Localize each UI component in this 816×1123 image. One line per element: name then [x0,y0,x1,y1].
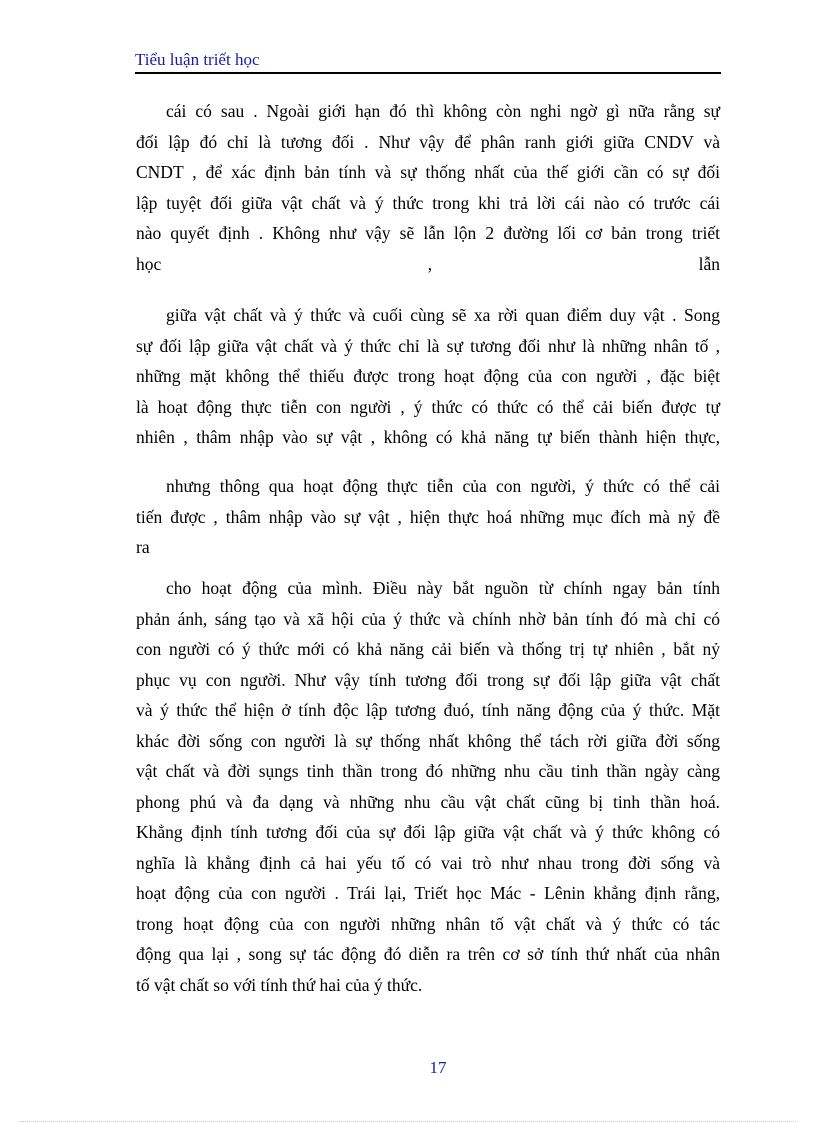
text-line: nào quyết định . Không như vậy sẽ lẫn lộn 2 đường lối cơ bản trong triết [136,223,720,243]
header-title: Tiểu luận triết học [135,50,260,69]
text-line: giữa vật chất và ý thức và cuối cùng sẽ xa rời quan điểm duy vật . Song [166,305,720,325]
paragraph-2 [136,300,720,453]
text-line: lập tuyệt đối giữa vật chất và ý thức trong khi trả lời cái nào có trước cái [136,192,720,213]
text-line: động qua lại , song sự tác động đó diễn ra trên cơ sở tính thứ nhất của nhân [136,944,720,964]
text-line: CNDT , để xác định bản tính và sự thống nhất của thế giới cần có sự đối [136,162,720,182]
page-number: 17 [429,1058,447,1077]
text-line: phản ánh, sáng tạo và xã hội của ý thức và chính nhờ bản tính đó mà chỉ có [136,608,720,629]
text-line: khác đời sống con người là sự thống nhất không thể tách rời giữa đời sống [136,730,720,751]
paragraph-1 [136,96,720,279]
page-header [135,50,721,74]
text-line: trong hoạt động của con người những nhân tố vật chất và ý thức có tác [136,913,720,934]
text-line: nhưng thông qua hoạt động thực tiễn của con người, ý thức có thể cải [166,476,720,496]
text-line: tiến được , thâm nhập vào sự vật , hiện thực hoá những mục đích mà nỷ đề [136,506,720,527]
text-line: hoạt động của con người . Trái lại, Triết học Mác - Lênin khẳng định rằng, [136,883,720,903]
text-line: và ý thức thể hiện ở tính độc lập tương đuó, tính năng động của ý thức. Mặt [136,700,720,720]
text-line: sự đối lập giữa vật chất và ý thức chỉ là sự tương đối như là những nhân tố , [136,335,720,356]
text-line: phục vụ con người. Như vậy tính tương đối trong sự đối lập giữa vật chất [136,669,720,690]
text-line: tố vật chất so với tính thứ hai của ý thức. [136,974,423,995]
text-line: nghĩa là khẳng định cả hai yếu tố có vai trò như nhau trong đời sống và [136,852,720,873]
text-line: cái có sau . Ngoài giới hạn đó thì không còn nghi ngờ gì nữa rằng sự [166,101,720,121]
text-line: con người có ý thức mới có khả năng cải biến và thống trị tự nhiên , bắt nỷ [136,639,720,659]
text-line: đối lập đó chỉ là tương đối . Như vậy để phân ranh giới giữa CNDV và [136,131,720,152]
text-line: vật chất và đời sụngs tinh thần trong đó những nhu cầu tinh thần ngày càng [136,761,720,781]
paragraph-3 [136,471,720,563]
paragraph-4 [136,573,720,1000]
text-line: học , lẫn [136,253,720,274]
text-line: nhiên , thâm nhập vào sự vật , không có khả năng tự biến thành hiện thực, [136,427,720,447]
text-line: cho hoạt động của mình. Điều này bắt nguồn từ chính ngay bản tính [166,578,720,598]
text-line: những mặt không thể thiếu được trong hoạt động của con người , đặc biệt [136,366,720,386]
text-line: là hoạt động thực tiễn con người , ý thức có thức có thể cải biến được tự [136,396,720,417]
text-line: phong phú và đa dạng và những nhu cầu vật chất cũng bị tinh thần hoá. [136,791,720,812]
footer-divider [20,1121,796,1122]
text-line: Khẳng định tính tương đối của sự đối lập giữa vật chất và ý thức không có [136,822,720,842]
text-line: ra [136,537,150,557]
